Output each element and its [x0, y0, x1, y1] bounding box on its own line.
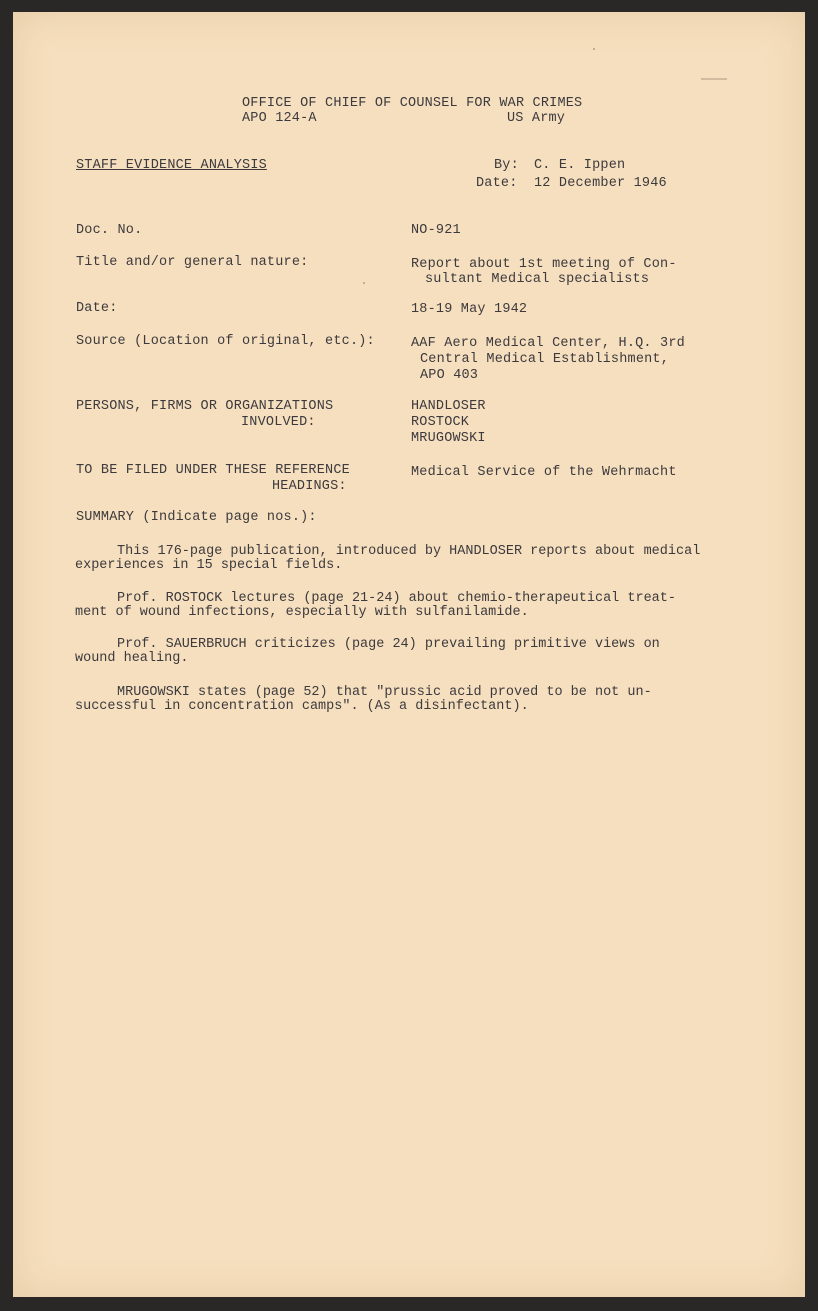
by-value: C. E. Ippen [534, 158, 626, 173]
summary-paragraph [75, 545, 715, 573]
document-page [13, 12, 805, 1297]
source-value-line: AAF Aero Medical Center, H.Q. 3rd [411, 336, 685, 351]
date-label: Date: [476, 176, 518, 191]
apo-number: APO 124-A [242, 111, 317, 126]
title-value-line: sultant Medical specialists [425, 272, 650, 287]
summary-paragraph [75, 686, 715, 714]
persons-label: PERSONS, FIRMS OR ORGANIZATIONS [76, 399, 334, 414]
analysis-title: STAFF EVIDENCE ANALYSIS [76, 158, 267, 173]
paragraph-line: This 176-page publication, introduced by HANDLOSER reports about medical [117, 544, 701, 559]
filed-value: Medical Service of the Wehrmacht [411, 465, 677, 480]
paragraph-line: MRUGOWSKI states (page 52) that "prussic acid proved to be not un- [117, 685, 652, 700]
doc-no-value: NO-921 [411, 223, 461, 238]
pencil-mark [701, 78, 727, 80]
meeting-date-value: 18-19 May 1942 [411, 302, 528, 317]
date-value: 12 December 1946 [534, 176, 667, 191]
person-name: ROSTOCK [411, 415, 470, 430]
person-name: MRUGOWSKI [411, 431, 486, 446]
paragraph-line: Prof. ROSTOCK lectures (page 21-24) about chemio-therapeutical treat- [117, 591, 676, 606]
paper-speck [593, 48, 595, 50]
filed-label: TO BE FILED UNDER THESE REFERENCE [76, 463, 350, 478]
paper-speck [363, 282, 365, 284]
source-value-line: APO 403 [420, 368, 479, 383]
title-value-line: Report about 1st meeting of Con- [411, 257, 677, 272]
paragraph-line: experiences in 15 special fields. [75, 558, 343, 573]
paragraph-line: successful in concentration camps". (As a disinfectant). [75, 699, 529, 714]
persons-label: INVOLVED: [241, 415, 316, 430]
source-value-line: Central Medical Establishment, [420, 352, 670, 367]
paragraph-line: Prof. SAUERBRUCH criticizes (page 24) prevailing primitive views on [117, 637, 660, 652]
filed-label: HEADINGS: [272, 479, 347, 494]
doc-no-label: Doc. No. [76, 223, 143, 238]
summary-paragraph [75, 592, 715, 620]
summary-label: SUMMARY (Indicate page nos.): [76, 510, 317, 525]
office-heading: OFFICE OF CHIEF OF COUNSEL FOR WAR CRIMES [242, 96, 583, 111]
title-label: Title and/or general nature: [76, 255, 309, 270]
source-label: Source (Location of original, etc.): [76, 334, 375, 349]
person-name: HANDLOSER [411, 399, 486, 414]
by-label: By: [494, 158, 519, 173]
paragraph-line: ment of wound infections, especially with sulfanilamide. [75, 605, 529, 620]
summary-paragraph [75, 638, 715, 666]
paragraph-line: wound healing. [75, 651, 189, 666]
army-label: US Army [507, 111, 566, 126]
meeting-date-label: Date: [76, 301, 118, 316]
